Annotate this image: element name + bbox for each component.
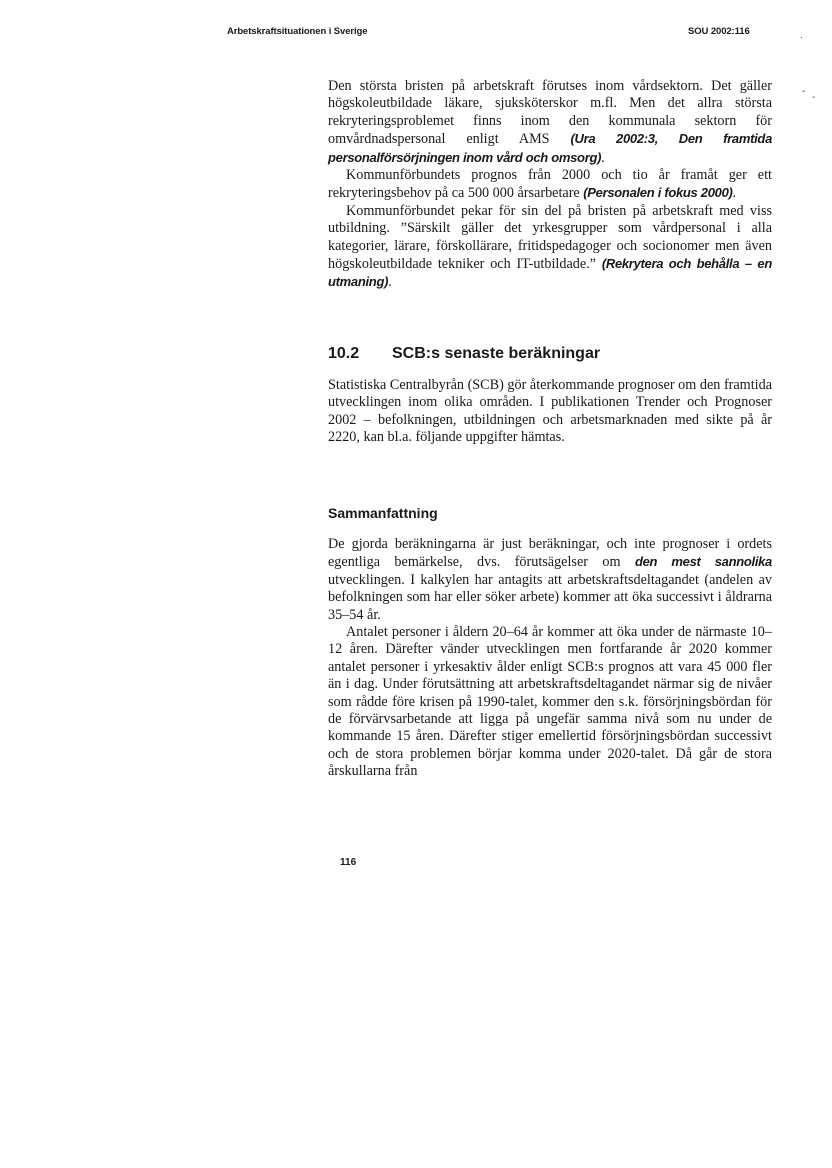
margin-mark: . — [800, 30, 803, 41]
reference: (Rekrytera och behålla – en utmaning) — [328, 256, 772, 290]
running-head-report-number: SOU 2002:116 — [688, 26, 750, 37]
reference: (Ura 2002:3, Den framtida personalförsörjningen inom vård och omsorg) — [328, 131, 773, 165]
summary-text — [328, 536, 772, 781]
reference: (Personalen i fokus 2000) — [583, 185, 733, 201]
paragraph: Statistiska Centralbyrån (SCB) gör återkommande prognoser om den framtida utvecklingen inom olika områden. I publikationen Trender och Prognoser 2002 – befolkningen, utbildningen och arbetsmarknaden med sikte på år 2220, kan bl.a. följande uppgifter hämtas. — [328, 377, 772, 446]
paragraph: Antalet personer i åldern 20–64 år kommer att öka under de närmaste 10–12 åren. Därefter vänder utvecklingen men fortfarande år 2020 kommer antalet personer i yrkesaktiv ålder enligt SCB:s prognos att vara 45 000 fler än i dag. Under förutsättning att arbetskraftsdeltagandet närmar sig de nivåer som rådde före krisen på 1990-talet, kommer den s.k. försörjningsbördan för de förvärvsarbetande att ligga på ungefär samma nivå som nu under de kommande 15 åren. Därefter stiger emellertid försörjningsbördan successivt och de stora problemen börjar komma under 2020-talet. Då går de stora årskullarna från — [328, 624, 772, 780]
section-text — [328, 377, 772, 447]
margin-mark: - — [802, 86, 806, 97]
margin-mark: - — [812, 92, 816, 103]
section-title: SCB:s senaste beräkningar — [392, 345, 601, 362]
paragraph: De gjorda beräkningarna är just beräkningar, och inte prognoser i ordets egentliga bemärkelse, dvs. förutsägelser om den mest sannolika utvecklingen. I kalkylen har antagits att arbetskraftsdeltagandet (andelen av befolkningen som har eller söker arbete) kommer att öka successivt i åldrarna 35–54 år. — [328, 536, 772, 623]
subsection-heading: Sammanfattning — [328, 505, 438, 521]
page-number: 116 — [340, 857, 357, 868]
paragraph: Kommunförbundets prognos från 2000 och tio år framåt ger ett rekryteringsbehov på ca 500 000 årsarbetare (Personalen i fokus 2000). — [328, 167, 772, 202]
emphasis: den mest sannolika — [634, 554, 772, 570]
paragraph: Kommunförbundet pekar för sin del på bristen på arbetskraft med viss utbildning. ”Särskilt gäller det yrkesgrupper som vårdpersonal i alla kategorier, lärare, förskollärare, fritidspedagoger och socionomer men även högskoleutbildade tekniker och IT-utbildade.” (Rekrytera och behålla – en utmaning). — [328, 202, 772, 291]
paragraph: Den största bristen på arbetskraft förutses inom vårdsektorn. Det gäller högskoleutbildade läkare, sjuksköterskor m.fl. Men det allra största rekryteringsproblemet finns inom den kommunala sektorn för omvårdnadspersonal enligt AMS (Ura 2002:3, Den framtida personalförsörjningen inom vård och omsorg). — [328, 78, 773, 166]
section-number: 10.2 — [328, 345, 360, 362]
running-head-title: Arbetskraftsituationen i Sverige — [227, 26, 368, 37]
section-heading — [328, 345, 600, 363]
intro-text — [328, 78, 772, 292]
